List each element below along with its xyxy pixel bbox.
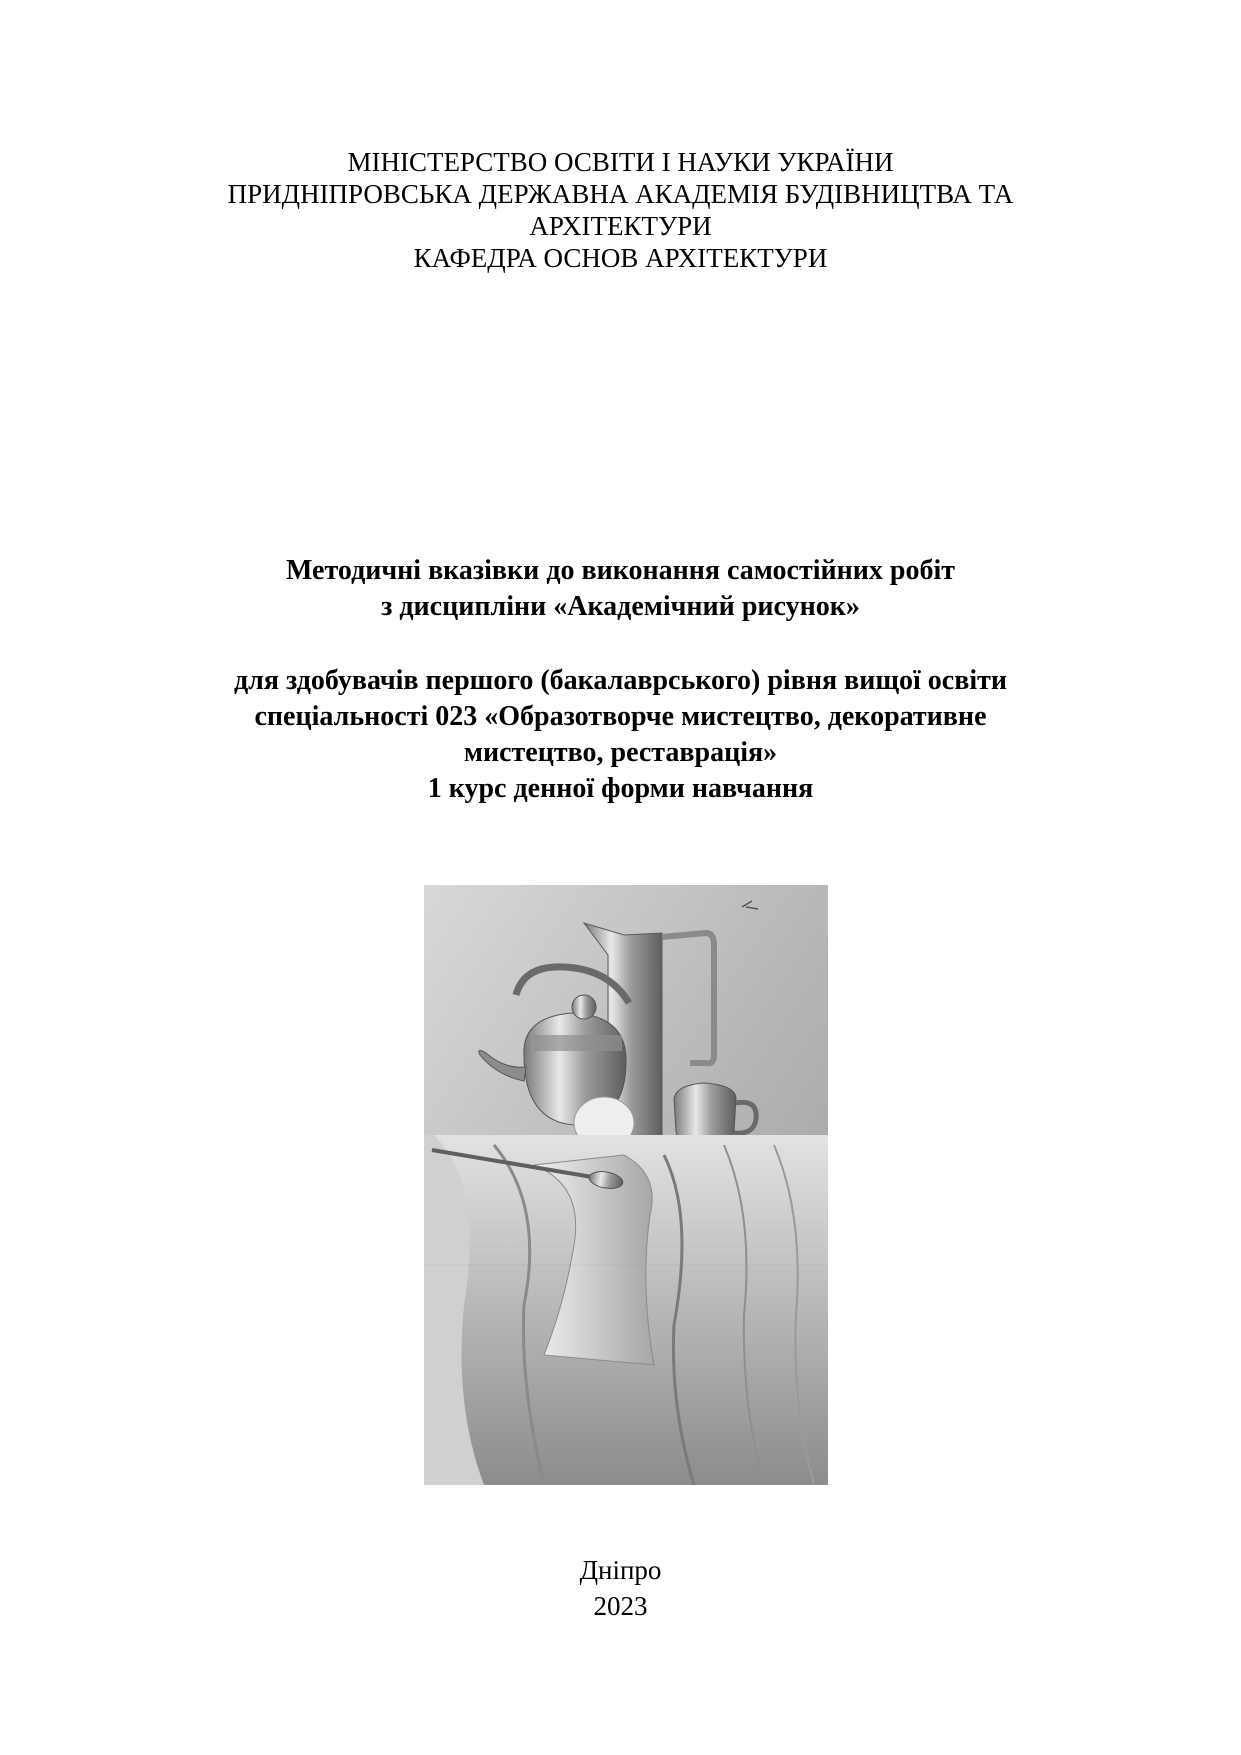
title-line-2: з дисципліни «Академічний рисунок» — [381, 591, 860, 622]
ministry-line: МІНІСТЕРСТВО ОСВІТИ І НАУКИ УКРАЇНИ — [347, 147, 894, 177]
academy-line-1: ПРИДНІПРОВСЬКА ДЕРЖАВНА АКАДЕМІЯ БУДІВНИЦТВА ТА — [227, 179, 1014, 209]
publication-footer — [0, 1552, 1241, 1624]
audience-line-2: спеціальності 023 «Образотворче мистецтво, декоративне — [254, 701, 987, 732]
document-title-block — [0, 553, 1241, 807]
institution-header — [0, 146, 1241, 274]
still-life-drawing — [424, 885, 828, 1485]
still-life-drawing-svg — [424, 885, 828, 1485]
publication-city: Дніпро — [579, 1555, 662, 1585]
title-line-1: Методичні вказівки до виконання самостійних робіт — [286, 555, 955, 586]
department-line: КАФЕДРА ОСНОВ АРХІТЕКТУРИ — [413, 243, 828, 273]
academy-line-2: АРХІТЕКТУРИ — [529, 211, 712, 241]
audience-line-4: 1 курс денної форми навчання — [427, 773, 814, 804]
title-spacer — [0, 625, 1241, 663]
audience-line-3: мистецтво, реставрація» — [463, 737, 778, 768]
tablecloth-shape — [424, 1135, 828, 1485]
publication-year: 2023 — [593, 1591, 648, 1621]
audience-line-1: для здобувачів першого (бакалаврського) рівня вищої освіти — [233, 665, 1007, 696]
